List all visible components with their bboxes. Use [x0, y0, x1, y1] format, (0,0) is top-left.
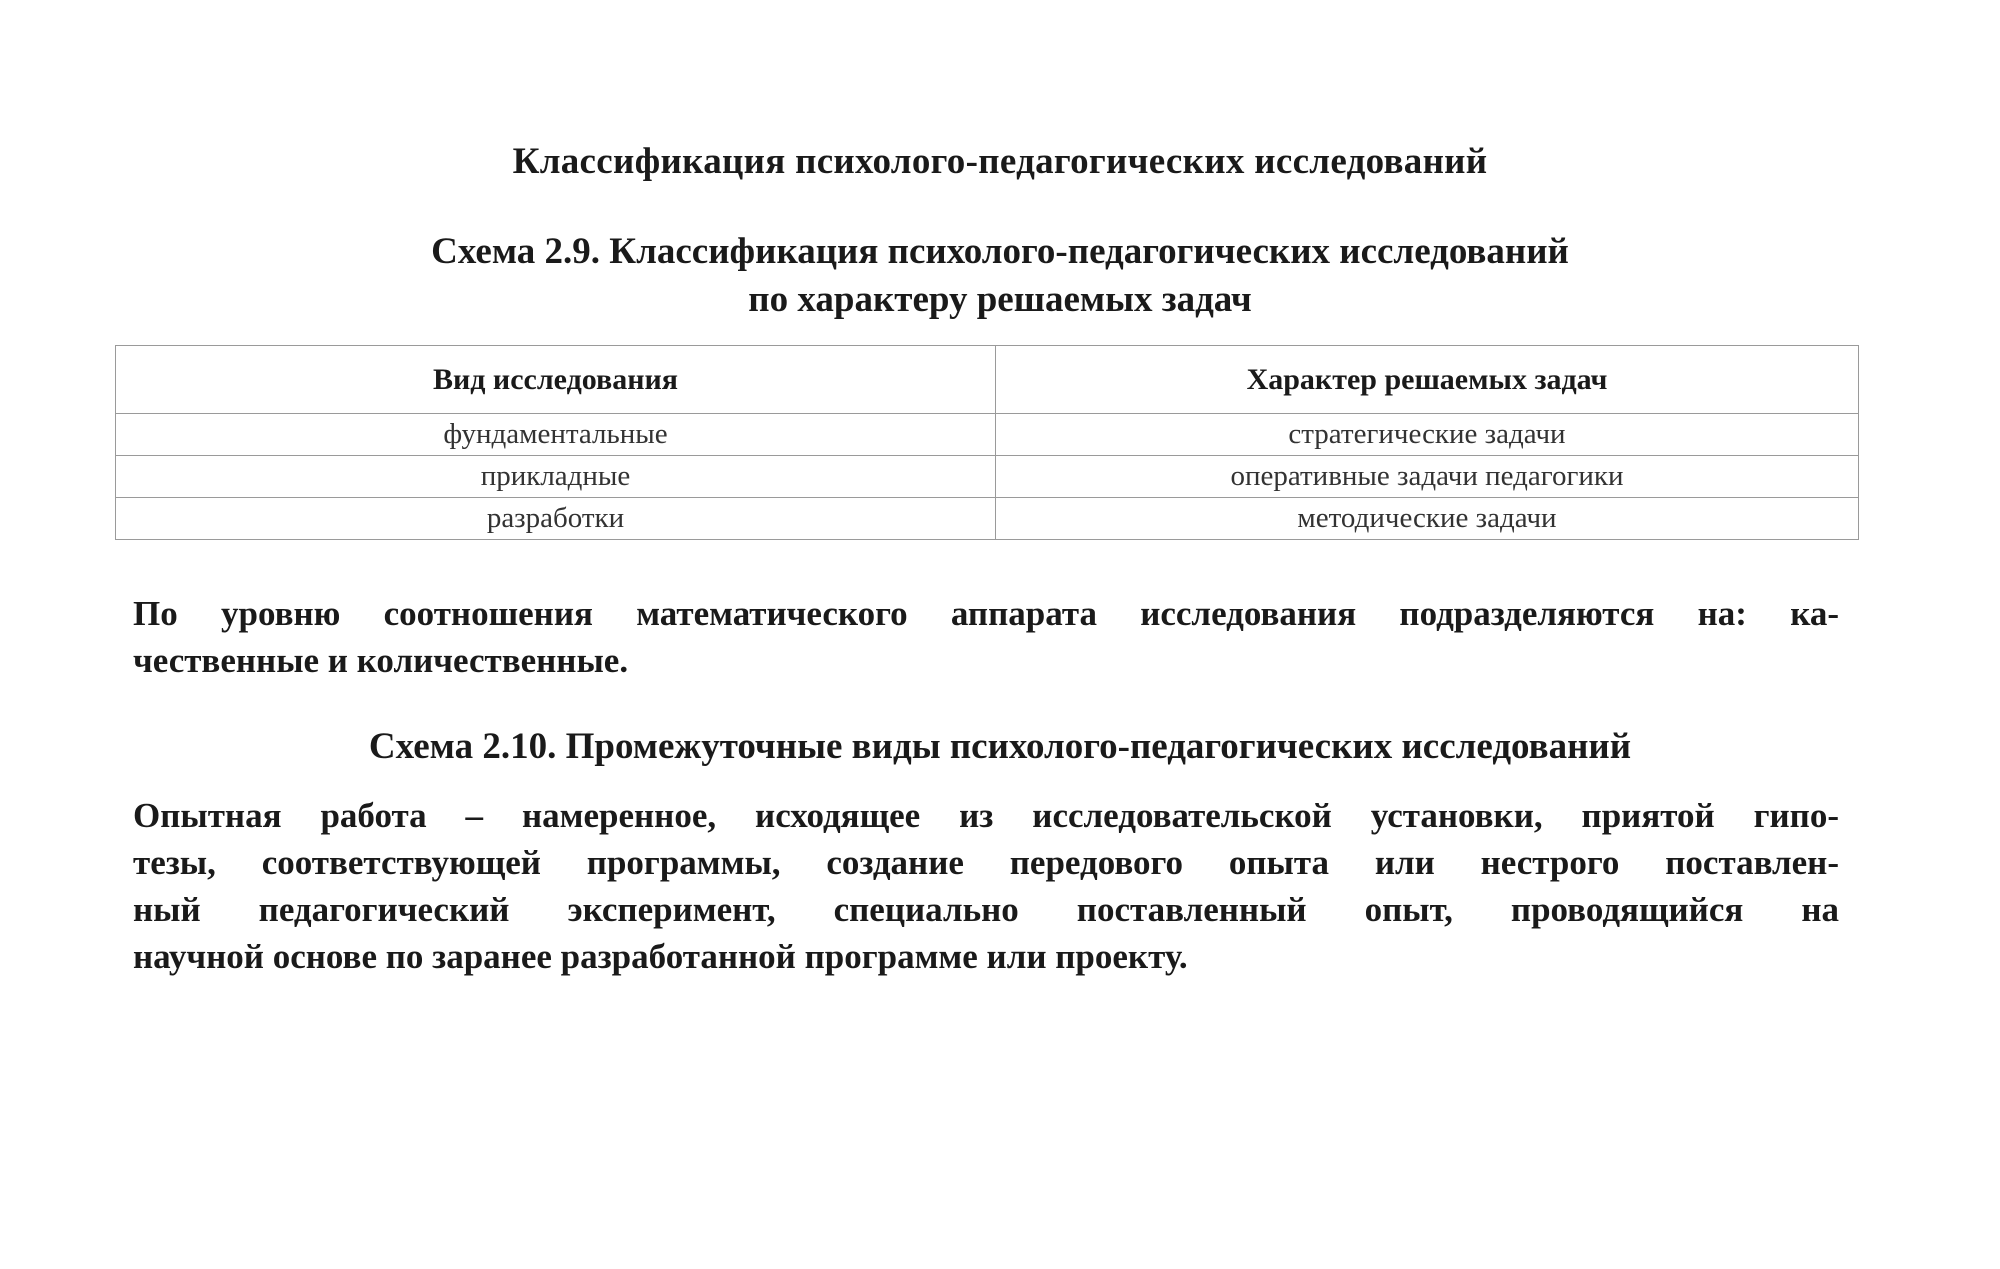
page-heading: Классификация психолого-педагогических исследований [512, 141, 1488, 182]
paragraph-line: научной основе по заранее разработанной программе или проекту. [133, 937, 1188, 976]
table-cell: стратегические задачи [996, 414, 1859, 456]
scheme-2-9-title-line2: по характеру решаемых задач [748, 279, 1252, 320]
table-cell: прикладные [116, 456, 996, 498]
paragraph-experimental-work [133, 792, 1839, 980]
scheme-2-9-title [0, 228, 2000, 324]
table-row [116, 498, 1859, 540]
paragraph-math-levels [133, 590, 1839, 684]
table-header-row [116, 346, 1859, 414]
paragraph-line: ный педагогический эксперимент, специально поставленный опыт, проводящийся на [133, 890, 1839, 929]
scheme-2-10-title: Схема 2.10. Промежуточные виды психолого-педагогических исследований [368, 726, 1632, 767]
column-header-task-nature: Характер решаемых задач [996, 346, 1859, 414]
paragraph-line: По уровню соотношения математического аппарата исследования подразделяются на: ка- [133, 594, 1839, 633]
table-row [116, 456, 1859, 498]
scheme-2-9-title-line1: Схема 2.9. Классификация психолого-педагогических исследований [431, 231, 1569, 272]
paragraph-line: Опытная работа – намеренное, исходящее из исследовательской установки, приятой гипо- [133, 796, 1839, 835]
table-cell: оперативные задачи педагогики [996, 456, 1859, 498]
paragraph-line: тезы, соответствующей программы, создание передового опыта или нестрого поставлен- [133, 843, 1839, 882]
table-cell: разработки [116, 498, 996, 540]
paragraph-line: чественные и количественные. [133, 641, 629, 680]
table-cell: фундаментальные [116, 414, 996, 456]
table-row [116, 414, 1859, 456]
column-header-research-type: Вид исследования [116, 346, 996, 414]
table-cell: методические задачи [996, 498, 1859, 540]
classification-table [115, 345, 1859, 540]
